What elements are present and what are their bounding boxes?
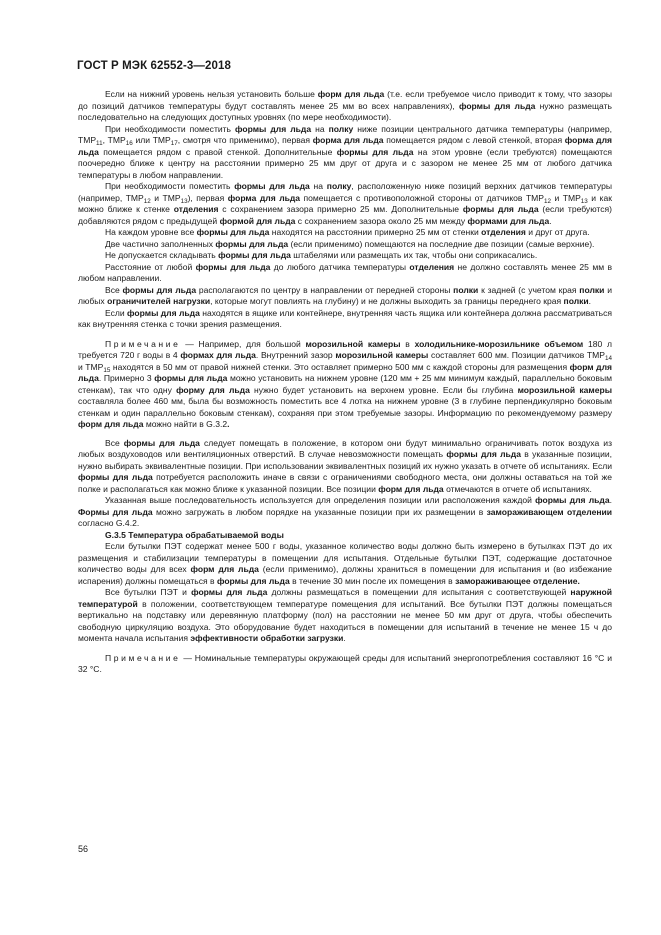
paragraph: Все бутылки ПЭТ и формы для льда должны размещаться в помещении для испытания с соответствующей наружной температурой в положении, соответствующем температуре помещения для испытаний. Все бутылки ПЭТ должны помещаться вертикально на подставку или деревянную платформу (пол) на расстоянии не менее 50 мм друг от друга, чтобы обеспечить свободную циркуляцию воздуха. Это оборудование будет находиться в помещении для испытаний в течение не менее 15 ч до момента начала испытания эффективности обработки загрузки. (78, 587, 612, 643)
note-label: Примечание (105, 652, 181, 663)
document-body (78, 89, 612, 676)
paragraph: Две частично заполненных формы для льда (если применимо) помещаются на последние две позиции (самые верхние). (105, 238, 595, 249)
paragraph: При необходимости поместить формы для льда на полку, расположенную ниже позиций верхних датчиков температуры (например, $ТМР_{12}$ и $ТМР_{13}$), первая форма для льда помещается с противоположной стороны от датчиков $ТМР_{12}$ и $ТМР_{13}$ и как можно ближе к стенке отделения с сохранением зазора примерно 25 мм. Дополнительные формы для льда (если требуются) добавляются рядом с предыдущей формой для льда с сохранением зазора около 25 мм между формами для льда. (78, 181, 612, 226)
paragraph: На каждом уровне все формы для льда находятся на расстоянии примерно 25 мм от стенки отделения и друг от друга. (105, 227, 590, 237)
paragraph: Указанная выше последовательность используется для определения позиции или расположения каждой формы для льда. Формы для льда можно загружать в любом порядке на указанные позиции при их размещении в замораживающем отделении согласно G.4.2. (78, 495, 612, 528)
note-paragraph (78, 653, 612, 676)
note-label: Примечание (105, 338, 181, 349)
paragraph: Все формы для льда располагаются по центру в направлении от передней стороны полки к задней (с учетом края полки и любых ограничителей нагрузки, которые могут повлиять на глубину) и не должны выходить за границы переднего края полки. (78, 284, 612, 306)
paragraph: Если бутылки ПЭТ содержат менее 500 г воды, указанное количество воды должно быть измерено в бутылках ПЭТ до их размещения и стабилизации температуры в помещении для испытания. Отдельные бутылки ПЭТ, содержащие достаточное количество воды для всех форм для льда (если применимо), должны храниться в помещении для испытания и (во избежание испарения) должны помещаться в формы для льда в течение 30 мин после их помещения в замораживающее отделение. (78, 541, 612, 586)
paragraph: Все формы для льда следует помещать в положение, в котором они будут минимально ограничивать поток воздуха из любых воздуховодов или вентиляционных отверстий. В случае невозможности помещать формы для льда в указанные позиции, нужно выбирать эквивалентные позиции. При использовании эквивалентных позиций их нужно указать в отчете об испытаниях. Если формы для льда потребуется расположить иначе в связи с ограничениями свободного места, они должны оставаться на той же полке и располагаться как можно ближе к указанной позиции. Все позиции форм для льда отмечаются в отчете об испытаниях. (78, 437, 613, 494)
paragraph: Если формы для льда находятся в ящике или контейнере, внутренняя часть ящика или контейнера должна рассматриваться как внутренняя стенка с точки зрения размещения. (78, 307, 612, 329)
note-paragraph (78, 339, 612, 431)
page-number: 56 (78, 844, 89, 854)
paragraph: Расстояние от любой формы для льда до любого датчика температуры отделения не должно составлять менее 25 мм в любом направлении. (78, 261, 612, 283)
section-heading: G.3.5 Температура обрабатываемой воды (105, 529, 284, 540)
paragraph: При необходимости поместить формы для льда на полку ниже позиции центрального датчика температуры (например, $ТМР_{11}$, $ТМР_{16}$ или $ТМР_{17}$, смотря что применимо), первая форма для льда помещается рядом с левой стенкой, вторая форма для льда помещается рядом с правой стенкой. Дополнительные формы для льда на этом уровне (если требуются) помещаются поочередно ближе к центру на расстоянии примерно 25 мм друг от друга и с зазором не менее 25 мм от любого датчика температуры в любом направлении. (78, 123, 613, 180)
note-text: — Например, для большой морозильной камеры в холодильнике-морозильнике объемом 180 л требуется 720 г воды в 4 формах для льда. Внутренний зазор морозильной камеры составляет 600 мм. Позиции датчиков $ТМР_{14}$ и $ТМР_{15}$ находятся в 50 мм от правой нижней стенки. Это оставляет примерно 500 мм с каждой стороны для размещения форм для льда. Примерно 3 формы для льда можно установить на нижнем уровне (120 мм + 25 мм минимум каждый, параллельно боковым стенкам), так что одну форму для льда нужно будет установить на верхнем уровне. Если бы глубина морозильной камеры составляла более 460 мм, была бы возможность поместить все 4 лотка на нижнем уровне (3 в глубине перпендикулярно боковым стенкам и один параллельно боковым стенкам), сохраняя при этом требуемые зазоры. Информацию по рекомендуемому размеру форм для льда можно найти в G.3.2. (78, 338, 613, 429)
document-header: ГОСТ Р МЭК 62552-3—2018 (77, 60, 231, 72)
note-text: — Номинальные температуры окружающей среды для испытаний энергопотребления составляют 16 °С и 32 °С. (78, 652, 612, 674)
paragraph: Не допускается складывать формы для льда штабелями или размещать их так, чтобы они соприкасались. (105, 250, 538, 260)
paragraph: Если на нижний уровень нельзя установить больше форм для льда (т.е. если требуемое число приводит к тому, что зазоры до позиций датчиков температуры будут составлять менее 25 мм во всех направлениях), формы для льда нужно размещать последовательно на следующих доступных уровнях (по мере необходимости). (78, 89, 612, 122)
